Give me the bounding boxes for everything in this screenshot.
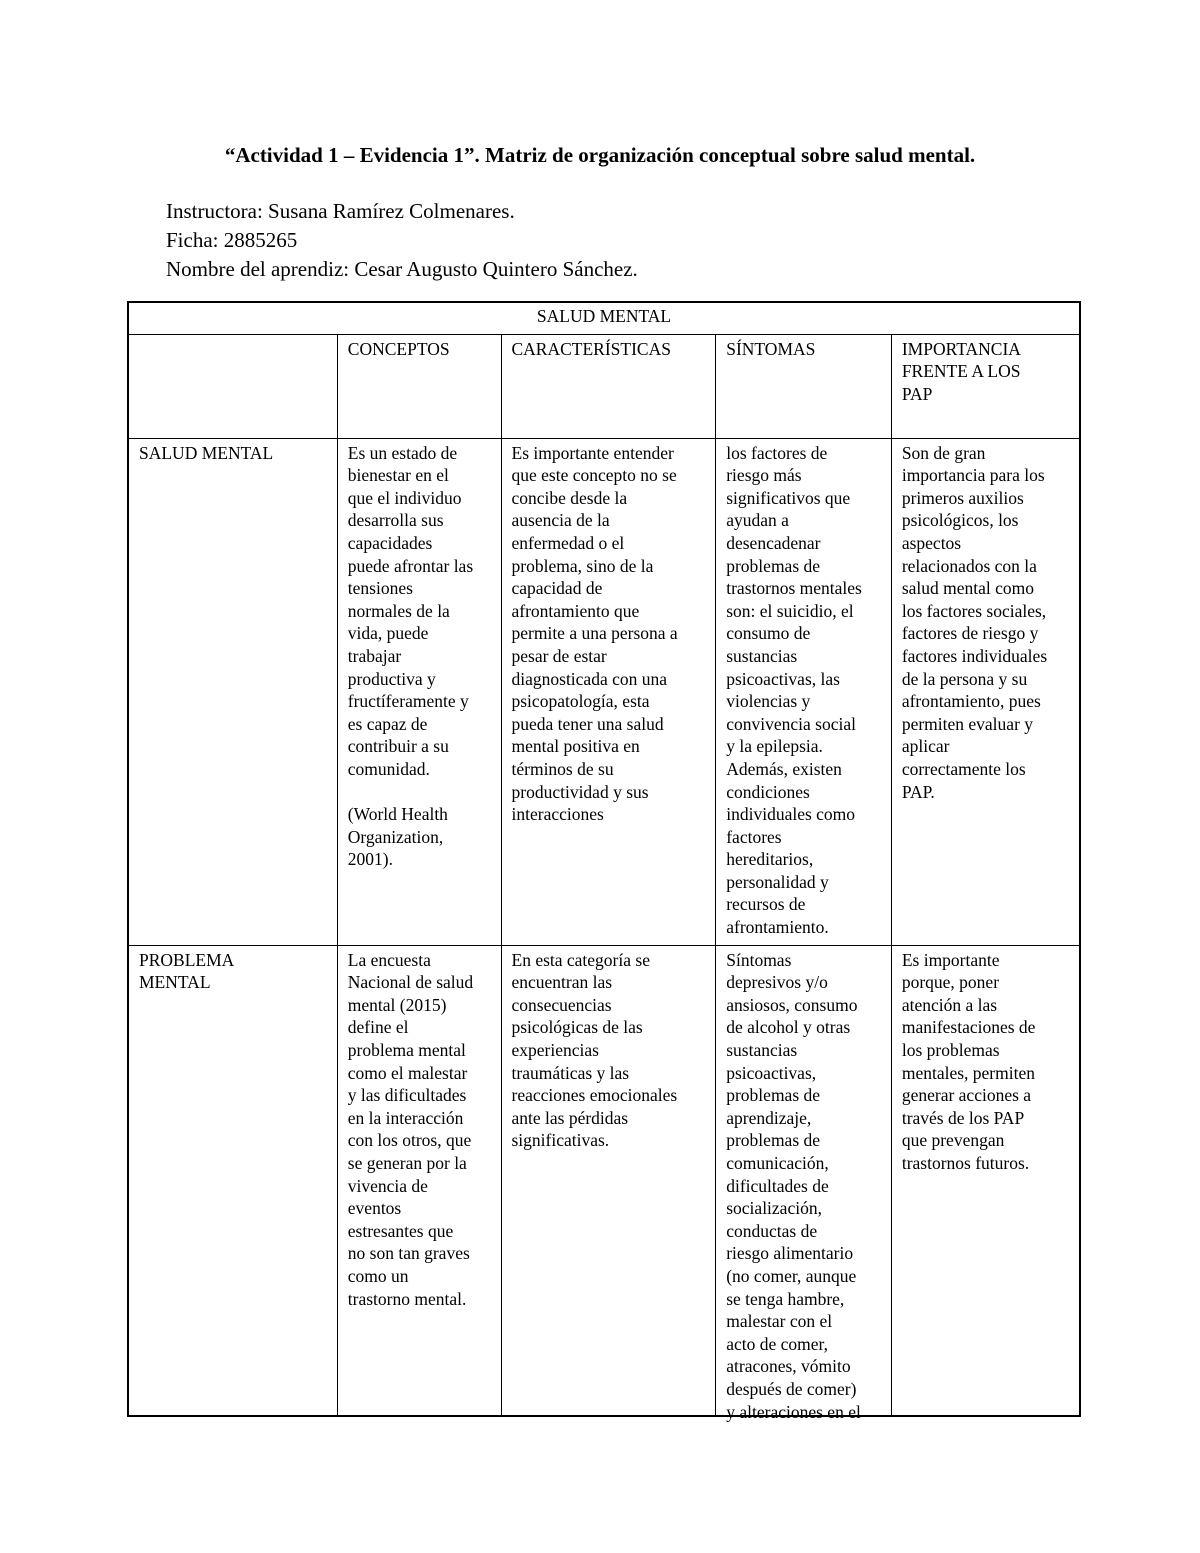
cell-importancia: Es importante porque, poner atención a las manifestaciones de los problemas mentales, permiten generar acciones a través de los PAP que prevengan trastornos futuros.	[891, 945, 1080, 1416]
student-line: Nombre del aprendiz: Cesar Augusto Quintero Sánchez.	[166, 257, 638, 281]
ficha-line: Ficha: 2885265	[166, 228, 298, 252]
row-label: SALUD MENTAL	[128, 438, 337, 945]
header-cell-importancia: IMPORTANCIA FRENTE A LOS PAP	[891, 334, 1080, 438]
table-banner-row	[128, 302, 1080, 334]
header-cell-sintomas: SÍNTOMAS	[716, 334, 892, 438]
table-banner: SALUD MENTAL	[128, 302, 1080, 334]
instructor-line: Instructora: Susana Ramírez Colmenares.	[166, 199, 515, 223]
cell-sintomas: los factores de riesgo más significativos que ayudan a desencadenar problemas de trastornos mentales son: el suicidio, el consumo de sustancias psicoactivas, las violencias y convivencia social y la epilepsia. Además, existen condiciones individuales como factores hereditarios, personalidad y recursos de afrontamiento.	[716, 438, 892, 945]
document-title: “Actividad 1 – Evidencia 1”. Matriz de organización conceptual sobre salud mental.	[224, 143, 976, 167]
cell-caracteristicas: En esta categoría se encuentran las consecuencias psicológicas de las experiencias traumáticas y las reacciones emocionales ante las pérdidas significativas.	[501, 945, 716, 1416]
cell-concepto: La encuesta Nacional de salud mental (2015) define el problema mental como el malestar y las dificultades en la interacción con los otros, que se generan por la vivencia de eventos estresantes que no son tan graves como un trastorno mental.	[337, 945, 501, 1416]
header-cell-caracteristicas: CARACTERÍSTICAS	[501, 334, 716, 438]
cell-concepto: Es un estado de bienestar en el que el individuo desarrolla sus capacidades puede afrontar las tensiones normales de la vida, puede trabajar productiva y fructíferamente y es capaz de contribuir a su comunidad. (World Health Organization, 2001).	[337, 438, 501, 945]
table-row-problema-mental	[128, 945, 1080, 1416]
table-header-row	[128, 334, 1080, 438]
header-cell-empty	[128, 334, 337, 438]
document-meta	[166, 197, 638, 284]
concept-matrix-table	[127, 301, 1081, 1422]
row-label: PROBLEMA MENTAL	[128, 945, 337, 1416]
cell-caracteristicas: Es importante entender que este concepto no se concibe desde la ausencia de la enfermedad o el problema, sino de la capacidad de afrontamiento que permite a una persona a pesar de estar diagnosticada con una psicopatología, esta pueda tener una salud mental positiva en términos de su productividad y sus interacciones	[501, 438, 716, 945]
cell-importancia: Son de gran importancia para los primeros auxilios psicológicos, los aspectos relacionados con la salud mental como los factores sociales, factores de riesgo y factores individuales de la persona y su afrontamiento, pues permiten evaluar y aplicar correctamente los PAP.	[891, 438, 1080, 945]
header-cell-conceptos: CONCEPTOS	[337, 334, 501, 438]
cell-sintomas: Síntomas depresivos y/o ansiosos, consumo de alcohol y otras sustancias psicoactivas, problemas de aprendizaje, problemas de comunicación, dificultades de socialización, conductas de riesgo alimentario (no comer, aunque se tenga hambre, malestar con el acto de comer, atracones, vómito después de comer) y alteraciones en el	[716, 945, 892, 1416]
table-row-salud-mental	[128, 438, 1080, 945]
